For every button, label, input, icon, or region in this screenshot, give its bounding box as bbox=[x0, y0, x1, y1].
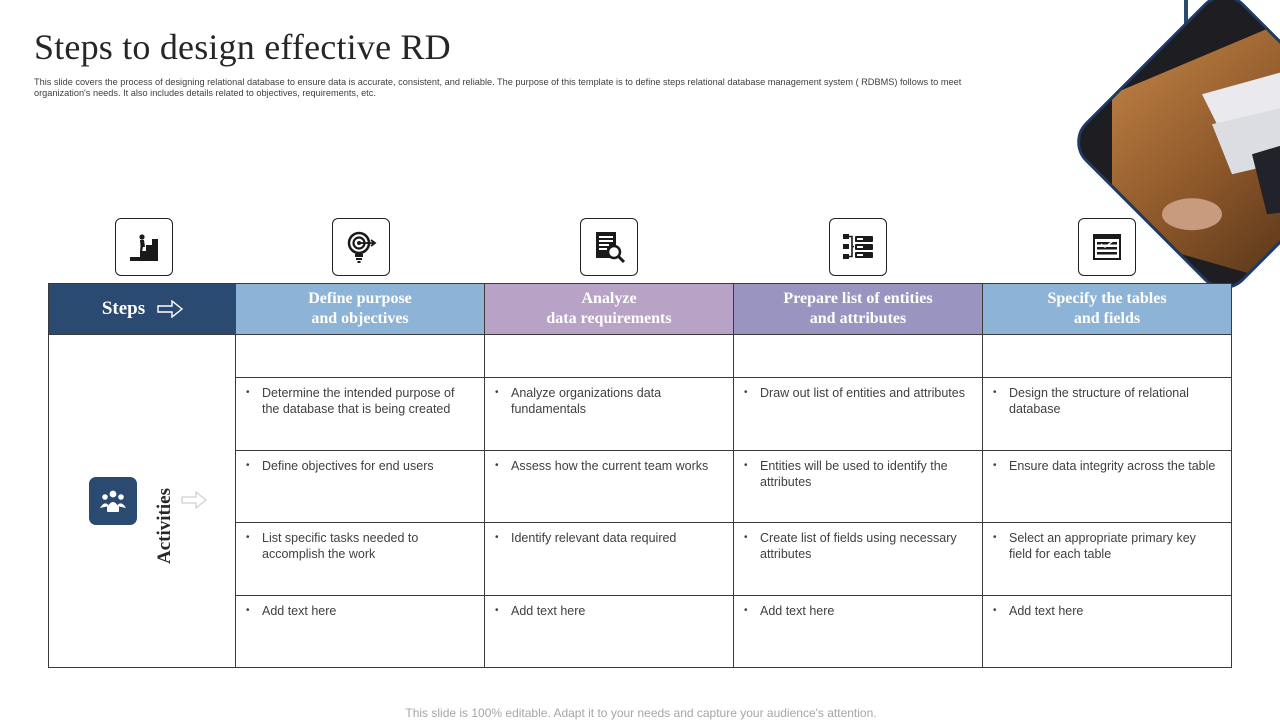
list-item: • Define objectives for end users bbox=[236, 454, 484, 474]
target-bulb-icon bbox=[332, 218, 390, 276]
team-icon bbox=[89, 477, 137, 525]
arrow-right-outline-icon bbox=[181, 491, 207, 509]
list-item: • Ensure data integrity across the table bbox=[983, 454, 1231, 474]
list-item: • Identify relevant data required bbox=[485, 526, 733, 546]
document-search-icon bbox=[580, 218, 638, 276]
list-item: • List specific tasks needed to accomplish the work bbox=[236, 526, 484, 562]
activities-cell bbox=[49, 334, 236, 668]
stairs-icon bbox=[115, 218, 173, 276]
list-item: • Analyze organizations data fundamentals bbox=[485, 381, 733, 417]
list-item: • Design the structure of relational database bbox=[983, 381, 1231, 417]
list-item: • Assess how the current team works bbox=[485, 454, 733, 474]
activities-label: Activities bbox=[154, 488, 175, 564]
column-header-analyze: Analyze data requirements bbox=[485, 284, 733, 334]
list-item: • Select an appropriate primary key field for each table bbox=[983, 526, 1231, 562]
steps-table bbox=[48, 283, 1232, 668]
list-item: • Add text here bbox=[236, 599, 484, 619]
column-header-prepare: Prepare list of entities and attributes bbox=[734, 284, 982, 334]
footer-note: This slide is 100% editable. Adapt it to your needs and capture your audience's attention. bbox=[405, 706, 877, 720]
column-header-specify: Specify the tables and fields bbox=[983, 284, 1231, 334]
list-item: • Add text here bbox=[485, 599, 733, 619]
column-header-define: Define purpose and objectives bbox=[236, 284, 484, 334]
list-item: • Entities will be used to identify the attributes bbox=[734, 454, 982, 490]
steps-header-cell bbox=[49, 284, 236, 334]
arrow-right-icon bbox=[157, 300, 183, 318]
page-title: Steps to design effective RD bbox=[34, 27, 451, 67]
database-list-icon bbox=[829, 218, 887, 276]
page-subtitle: This slide covers the process of designing relational database to ensure data is accurate, consistent, and reliable. The purpose of this template is to define steps relational database management system ( RDBMS) follows to meet organization's needs. It also includes details related to objectives, requirements, etc. bbox=[34, 77, 962, 98]
steps-label: Steps bbox=[101, 298, 146, 319]
list-item: • Create list of fields using necessary attributes bbox=[734, 526, 982, 562]
list-item: • Add text here bbox=[734, 599, 982, 619]
list-item: • Draw out list of entities and attributes bbox=[734, 381, 982, 401]
table-form-icon bbox=[1078, 218, 1136, 276]
list-item: • Add text here bbox=[983, 599, 1231, 619]
list-item: • Determine the intended purpose of the database that is being created bbox=[236, 381, 484, 417]
